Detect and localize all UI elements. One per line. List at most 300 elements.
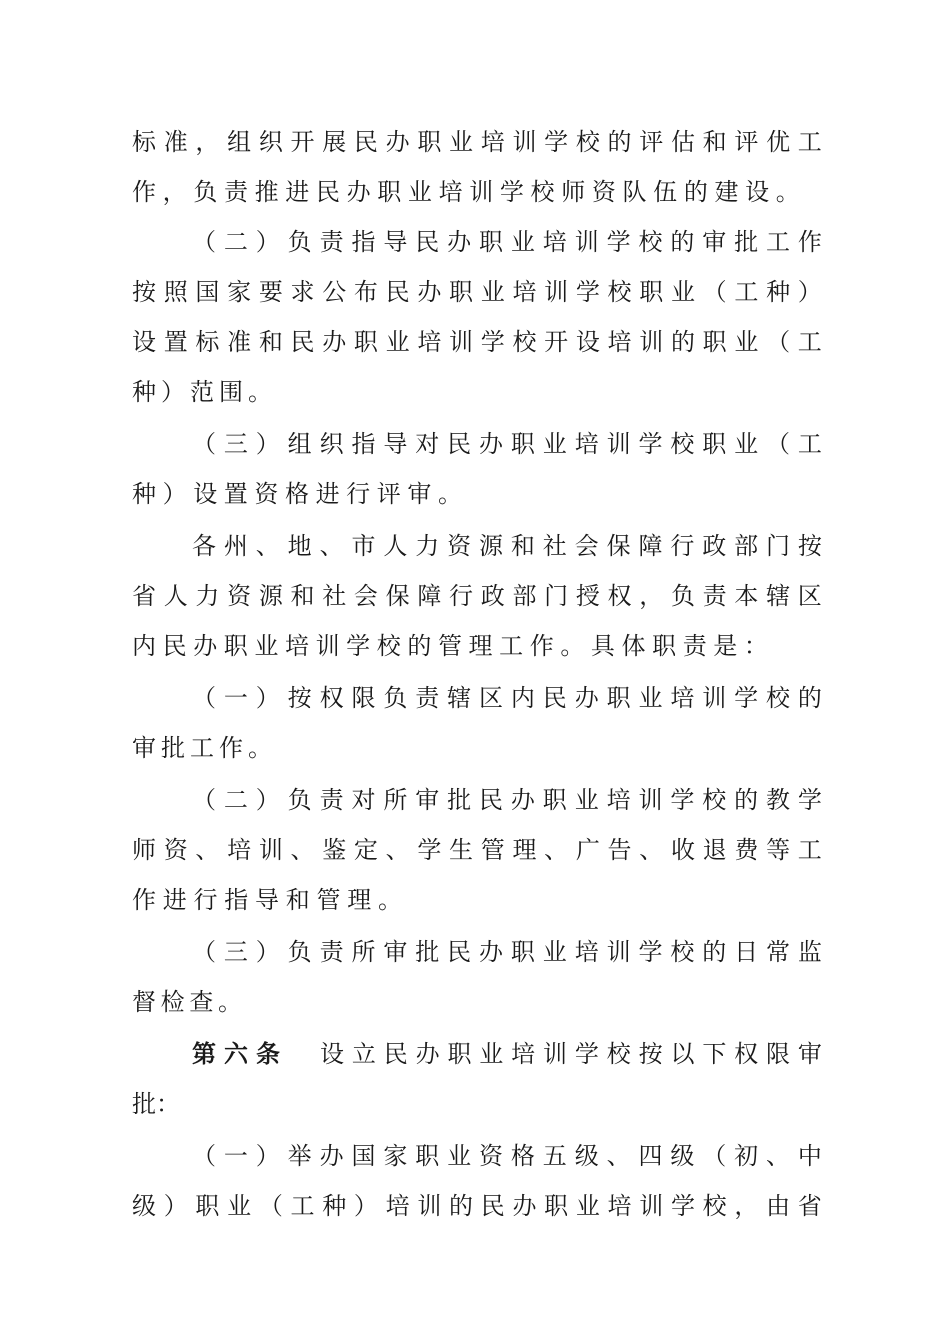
text-char: 定 [353, 836, 378, 864]
text-char: 培 [227, 836, 252, 864]
text-char: 负 [193, 178, 218, 206]
text-char: 训 [543, 1040, 568, 1068]
text-char: 标 [132, 128, 156, 156]
text-char: 业 [638, 684, 663, 712]
text-char: 导 [383, 228, 408, 256]
text-char: 格 [284, 480, 309, 508]
text-char: 按 [638, 1040, 663, 1068]
text-char: 民 [447, 430, 472, 458]
text-char: 的 [607, 128, 632, 156]
text-char: 优 [766, 128, 791, 156]
text-char: 标 [195, 328, 220, 356]
text-char: 组 [227, 128, 252, 156]
text-char: 限 [766, 1040, 791, 1068]
text-char: 四 [638, 1142, 663, 1170]
text-char: 学 [734, 684, 759, 712]
text-char: 批 [734, 228, 759, 256]
text-char: 授 [575, 582, 600, 610]
text-char: 设 [575, 328, 600, 356]
text-char: 范 [190, 378, 214, 406]
text-char: 师 [132, 836, 156, 864]
text-char: 区 [797, 582, 822, 610]
text-char: 的 [702, 938, 727, 966]
text-char: 训 [606, 938, 631, 966]
text-char: 训 [639, 328, 664, 356]
text-char: 业 [385, 328, 410, 356]
text-char: 业 [447, 1142, 472, 1170]
text-char: 民 [447, 938, 472, 966]
text-char: 中 [797, 1142, 822, 1170]
text-line [132, 474, 462, 514]
text-char: 职 [606, 684, 631, 712]
text-char: 。 [248, 734, 272, 762]
text-char: 校 [670, 430, 695, 458]
text-char: 政 [480, 582, 505, 610]
text-char: 人 [163, 582, 188, 610]
text-char: 指 [351, 430, 376, 458]
text-char: （ [192, 786, 216, 814]
text-char: 市 [351, 532, 376, 560]
text-char: 导 [255, 886, 279, 914]
text-char: 业 [227, 1192, 252, 1220]
text-char: 求 [290, 278, 315, 306]
text-char: 的 [670, 328, 695, 356]
text-char: 民 [290, 328, 315, 356]
text-char: ） [255, 1142, 280, 1170]
text-char: 业 [542, 430, 567, 458]
text-char: 训 [469, 178, 494, 206]
text-char: 置 [223, 480, 248, 508]
text-char: 业 [480, 278, 505, 306]
text-char: 责 [682, 632, 707, 660]
text-char: 训 [544, 278, 569, 306]
text-char: 校 [607, 278, 632, 306]
text-char: 校 [575, 128, 600, 156]
text-char: 、 [385, 836, 410, 864]
text-line [192, 526, 822, 566]
text-char: 条 [256, 1039, 280, 1068]
text-char: 资 [254, 480, 279, 508]
text-char: 责 [319, 228, 344, 256]
text-char: （ [192, 430, 216, 458]
text-char: 省 [132, 582, 156, 610]
text-char: 学 [417, 836, 442, 864]
text-char: 所 [383, 786, 408, 814]
text-char: 障 [638, 532, 663, 560]
text-char: 责 [319, 938, 344, 966]
text-char: 作 [132, 886, 156, 914]
text-char: 业 [542, 938, 567, 966]
text-char: 、 [290, 836, 315, 864]
text-char: 负 [287, 228, 312, 256]
text-char: 培 [284, 632, 309, 660]
text-char: 行 [449, 582, 474, 610]
text-char: ： [743, 632, 768, 660]
text-char: 五 [542, 1142, 567, 1170]
text-char: 业 [575, 1192, 600, 1220]
text-char: 办 [574, 684, 599, 712]
text-char: 校 [766, 684, 791, 712]
text-char: 作 [132, 178, 156, 206]
text-line [192, 1136, 822, 1176]
text-char: ， [734, 1192, 759, 1220]
text-char: 理 [347, 886, 372, 914]
text-char: 民 [385, 278, 410, 306]
text-char: 广 [575, 836, 600, 864]
text-char: 设 [745, 178, 770, 206]
text-char: 学 [638, 938, 663, 966]
text-char: 国 [195, 278, 220, 306]
text-char: 、 [639, 836, 664, 864]
text-char: 级 [670, 1142, 695, 1170]
text-char: 理 [512, 836, 537, 864]
text-char: 培 [438, 178, 463, 206]
text-char: （ [702, 278, 727, 306]
text-char: 办 [415, 1040, 440, 1068]
text-char: 和 [702, 128, 727, 156]
text-char: 二 [223, 228, 248, 256]
text-char: 资 [163, 836, 188, 864]
text-char: 人 [383, 532, 408, 560]
text-char: 按 [797, 532, 822, 560]
text-char: 种 [132, 480, 156, 508]
text-line [132, 830, 822, 870]
text-line [132, 880, 402, 920]
text-char: 职 [377, 178, 402, 206]
text-char: （ [192, 1142, 216, 1170]
text-char: 开 [544, 328, 569, 356]
text-char: 评 [639, 128, 664, 156]
text-char: 责 [702, 582, 727, 610]
text-char: 负 [383, 684, 408, 712]
text-char: 评 [376, 480, 401, 508]
text-char: 培 [574, 430, 599, 458]
text-char: 作 [797, 228, 822, 256]
text-char: 教 [766, 786, 791, 814]
text-char: 审 [407, 480, 432, 508]
text-char: 生 [449, 836, 474, 864]
text-char: 设 [193, 480, 218, 508]
text-char: 。 [775, 178, 800, 206]
text-char: 进 [315, 480, 340, 508]
text-char: 。 [378, 886, 402, 914]
text-char: ） [161, 378, 185, 406]
text-char: 办 [479, 430, 504, 458]
text-char: 。 [248, 378, 272, 406]
text-char: 办 [417, 278, 442, 306]
text-char: 立 [351, 1040, 376, 1068]
text-char: 资 [591, 178, 616, 206]
text-char: 职 [195, 1192, 220, 1220]
text-char: 六 [224, 1039, 248, 1068]
text-char: 培 [511, 1040, 536, 1068]
text-char: 政 [702, 532, 727, 560]
text-char: 行 [670, 532, 695, 560]
text-char: 按 [132, 278, 156, 306]
text-char: 估 [670, 128, 695, 156]
text-char: 办 [346, 178, 371, 206]
text-char: 州 [223, 532, 248, 560]
text-char: 省 [797, 1192, 822, 1220]
text-char: 行 [346, 480, 371, 508]
text-char: 查 [189, 988, 214, 1016]
text-char: （ [258, 1192, 283, 1220]
text-char: 职 [353, 328, 378, 356]
text-char: 和 [510, 532, 535, 560]
text-char: 职 [417, 128, 442, 156]
text-char: 的 [734, 786, 759, 814]
text-char: 、 [255, 532, 280, 560]
text-char: 办 [385, 128, 410, 156]
text-char: 工 [766, 228, 791, 256]
text-char: 职 [510, 430, 535, 458]
text-char: 职 [415, 1142, 440, 1170]
text-char: 二 [223, 786, 248, 814]
text-char: 培 [607, 1192, 632, 1220]
text-char: 训 [639, 1192, 664, 1220]
text-char: 校 [702, 1192, 727, 1220]
text-char: 培 [670, 684, 695, 712]
text-char: 权 [734, 1040, 759, 1068]
text-char: 展 [322, 128, 347, 156]
text-char: 鉴 [322, 836, 347, 864]
text-char: 保 [385, 582, 410, 610]
text-char: 对 [351, 786, 376, 814]
text-char: 办 [322, 328, 347, 356]
text-char: （ [192, 228, 216, 256]
text-char: 工 [797, 836, 822, 864]
text-char: ） [353, 1192, 378, 1220]
text-char: 办 [319, 1142, 344, 1170]
text-line [132, 1186, 822, 1226]
text-char: 责 [415, 684, 440, 712]
text-char: 民 [415, 228, 440, 256]
text-char: 对 [415, 430, 440, 458]
text-char: 业 [449, 128, 474, 156]
text-char: 告 [607, 836, 632, 864]
text-char: ， [639, 582, 664, 610]
text-char: 业 [479, 1040, 504, 1068]
text-char: 由 [766, 1192, 791, 1220]
text-char: ） [797, 278, 822, 306]
text-char: ， [195, 128, 220, 156]
text-char: 内 [132, 632, 156, 660]
text-char: 批 [415, 938, 440, 966]
text-char: 收 [670, 836, 695, 864]
text-char: 级 [132, 1192, 156, 1220]
text-char: 职 [447, 1040, 472, 1068]
text-char: 管 [480, 836, 505, 864]
text-char: 学 [544, 128, 569, 156]
text-char: 职 [652, 632, 677, 660]
text-char: 部 [734, 532, 759, 560]
text-char: 辖 [766, 582, 791, 610]
text-char: 准 [163, 128, 188, 156]
text-char: 责 [319, 786, 344, 814]
text-char: 组 [287, 430, 312, 458]
text-char: 工 [190, 734, 214, 762]
text-line [132, 982, 242, 1022]
text-char: 审 [383, 938, 408, 966]
text-char: 审 [702, 228, 727, 256]
text-char: 学 [670, 786, 695, 814]
text-char: 队 [622, 178, 647, 206]
text-char: 资 [227, 582, 252, 610]
text-char: 家 [227, 278, 252, 306]
text-char: 工 [797, 328, 822, 356]
text-char: 所 [351, 938, 376, 966]
text-char: 退 [702, 836, 727, 864]
text-char: （ [766, 430, 791, 458]
text-char: 业 [734, 328, 759, 356]
text-char: 障 [417, 582, 442, 610]
text-char: 各 [192, 532, 216, 560]
text-char: 、 [319, 532, 344, 560]
text-line [132, 322, 822, 362]
text-char: 等 [766, 836, 791, 864]
text-char: 会 [353, 582, 378, 610]
text-char: 检 [160, 988, 185, 1016]
text-char: 指 [351, 228, 376, 256]
text-char: 开 [290, 128, 315, 156]
text-line [132, 576, 822, 616]
text-char: 训 [638, 786, 663, 814]
text-char: 学 [638, 430, 663, 458]
text-char: 工 [734, 278, 759, 306]
text-char: 学 [574, 1040, 599, 1068]
text-char: 家 [383, 1142, 408, 1170]
text-char: 民 [542, 684, 567, 712]
text-char: 限 [351, 684, 376, 712]
text-char: ） [162, 480, 187, 508]
text-char: 织 [258, 128, 283, 156]
text-char: 培 [385, 1192, 410, 1220]
text-char: 、 [766, 1142, 791, 1170]
text-char: 工 [290, 1192, 315, 1220]
text-char: 三 [223, 430, 248, 458]
text-char: 职 [542, 786, 567, 814]
text-char: （ [192, 938, 216, 966]
text-char: 办 [447, 228, 472, 256]
text-char: 训 [449, 328, 474, 356]
text-char: 伍 [653, 178, 678, 206]
text-char: 学 [797, 786, 822, 814]
text-char: ） [255, 684, 280, 712]
text-char: 校 [702, 786, 727, 814]
text-char: 职 [702, 430, 727, 458]
text-char: 职 [510, 938, 535, 966]
text-char: 门 [766, 532, 791, 560]
text-char: 布 [353, 278, 378, 306]
text-char: 举 [287, 1142, 312, 1170]
text-char: 进 [285, 178, 310, 206]
text-char: （ [192, 684, 216, 712]
text-char: 师 [561, 178, 586, 206]
text-char: 三 [223, 938, 248, 966]
text-char: 批 [161, 734, 185, 762]
text-char: 学 [575, 278, 600, 306]
text-char: ） [163, 1192, 188, 1220]
text-line [132, 728, 272, 768]
text-char: 工 [797, 430, 822, 458]
text-char: 学 [499, 178, 524, 206]
text-char: ） [255, 938, 280, 966]
text-char: 内 [510, 684, 535, 712]
text-char: 。 [217, 988, 242, 1016]
text-char: 训 [606, 430, 631, 458]
text-char: 学 [480, 328, 505, 356]
text-char: 是 [713, 632, 738, 660]
text-char: 种 [322, 1192, 347, 1220]
text-char: 办 [512, 1192, 537, 1220]
text-char: 办 [193, 632, 218, 660]
text-char: 训 [512, 128, 537, 156]
text-char: 准 [227, 328, 252, 356]
text-char: 职 [479, 228, 504, 256]
text-char: 权 [319, 684, 344, 712]
text-char: 学 [606, 228, 631, 256]
text-char: 格 [510, 1142, 535, 1170]
text-char: 置 [163, 328, 188, 356]
text-char: 业 [574, 786, 599, 814]
text-char: 的 [407, 632, 432, 660]
text-char: 一 [223, 684, 248, 712]
text-line [132, 172, 800, 212]
text-char: 民 [315, 178, 340, 206]
text-char: 批 [447, 786, 472, 814]
text-char: 的 [683, 178, 708, 206]
text-char: 办 [510, 786, 535, 814]
text-char: 校 [530, 178, 555, 206]
text-char: 管 [316, 886, 341, 914]
text-char: 负 [287, 938, 312, 966]
text-char: ） [255, 430, 280, 458]
text-char: 工 [797, 128, 822, 156]
text-char: 负 [287, 786, 312, 814]
text-line [192, 678, 822, 718]
text-char: 学 [346, 632, 371, 660]
text-char: 常 [766, 938, 791, 966]
text-char: 设 [132, 328, 156, 356]
text-char: 培 [542, 228, 567, 256]
text-char: 培 [417, 328, 442, 356]
text-char: 种 [766, 278, 791, 306]
text-char: 和 [290, 582, 315, 610]
text-char: 级 [574, 1142, 599, 1170]
text-char: 、 [544, 836, 569, 864]
text-line [132, 626, 768, 666]
text-line [132, 1084, 178, 1124]
text-char: 资 [447, 532, 472, 560]
text-char: 民 [383, 1040, 408, 1068]
text-line [192, 424, 822, 464]
text-char: 会 [574, 532, 599, 560]
text-char: 批 [132, 1090, 156, 1118]
text-char: 导 [383, 430, 408, 458]
text-char: 责 [223, 178, 248, 206]
text-char: 。 [560, 632, 585, 660]
text-char: 地 [287, 532, 312, 560]
text-char: 训 [574, 228, 599, 256]
text-char: （ [702, 1142, 727, 1170]
text-line [192, 932, 822, 972]
text-char: 工 [499, 632, 524, 660]
text-char: 管 [437, 632, 462, 660]
text-char: 校 [376, 632, 401, 660]
text-char: 保 [606, 532, 631, 560]
text-char: 培 [607, 328, 632, 356]
text-char: 校 [512, 328, 537, 356]
